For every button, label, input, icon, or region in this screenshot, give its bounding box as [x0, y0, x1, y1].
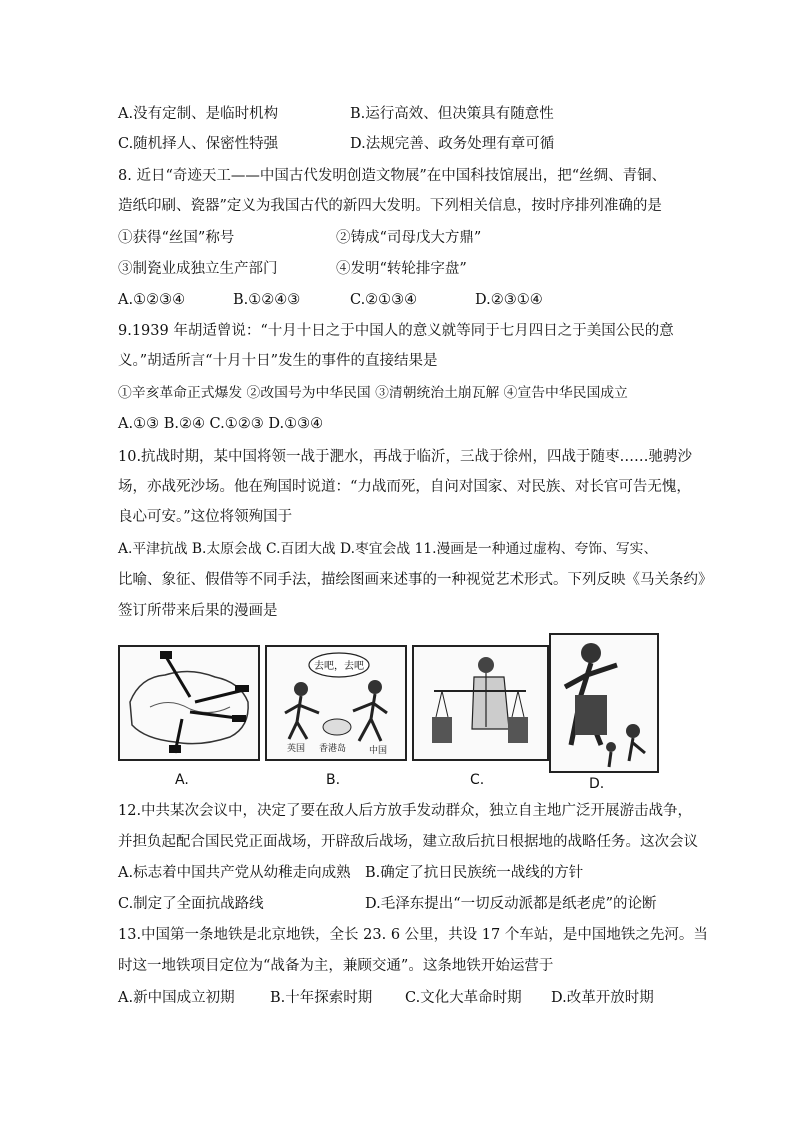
cartoon-b-figures-illustration: [267, 647, 405, 759]
q13-option-b: B.十年探索时期: [270, 990, 373, 1006]
q8-stem-line1: 8. 近日“奇迹天工——中国古代发明创造文物展”在中国科技馆展出，把“丝绸、青铜、: [118, 168, 667, 184]
q13-option-a: A.新中国成立初期: [118, 990, 235, 1006]
q8-item-1: ①获得“丝国”称号: [118, 230, 235, 246]
q12-option-d: D.毛泽东提出“一切反动派都是纸老虎”的论断: [365, 896, 657, 912]
q8-item-3: ③制瓷业成独立生产部门: [118, 261, 278, 277]
q7-option-b: B.运行高效、但决策具有随意性: [350, 106, 554, 122]
cartoon-b-label-center: 香港岛: [319, 744, 347, 754]
q11-stem-line3: 签订所带来后果的漫画是: [118, 603, 278, 619]
q13-option-d: D.改革开放时期: [551, 990, 654, 1006]
q8-item-4: ④发明“转轮排字盘”: [336, 261, 467, 277]
cartoon-b-speech-text: 去吧，去吧: [314, 661, 364, 672]
q8-option-b: B.①②④③: [233, 292, 301, 308]
cartoon-d-figures-illustration: [551, 635, 657, 771]
q9-items: ①辛亥革命正式爆发 ②改国号为中华民国 ③清朝统治土崩瓦解 ④宣告中华民国成立: [118, 385, 628, 401]
q11-stem-line2: 比喻、象征、假借等不同手法，描绘图画来述事的一种视觉艺术形式。下列反映《马关条约》: [118, 572, 713, 588]
q12-stem-line1: 12.中共某次会议中，决定了要在敌人后方放手发动群众，独立自主地广泛开展游击战争，: [118, 803, 693, 819]
q8-option-d: D.②③①④: [475, 292, 543, 308]
q10-options-q11-stem: A.平津抗战 B.太原会战 C.百团大战 D.枣宜会战 11.漫画是一种通过虚构、夸饰、写实、: [118, 541, 658, 557]
q8-option-c: C.②①③④: [350, 292, 418, 308]
cartoon-b-caption: B.: [326, 772, 341, 788]
q8-item-2: ②铸成“司母戊大方鼎”: [336, 230, 482, 246]
cartoon-d-caption: D.: [589, 776, 605, 792]
q7-option-a: A.没有定制、是临时机构: [118, 106, 279, 122]
cartoon-b-label-right: 中国: [369, 746, 388, 756]
q10-stem-line1: 10.抗战时期，某中国将领一战于淝水，再战于临沂，三战于徐州，四战于随枣……驰骋沙: [118, 449, 693, 465]
cartoon-c-caption: C.: [470, 772, 485, 788]
q9-stem-line1: 9.1939 年胡适曾说：“十月十日之于中国人的意义就等同于七月四日之于美国公民的意: [118, 323, 674, 339]
q8-option-a: A.①②③④: [118, 292, 186, 308]
q8-stem-line2: 造纸印刷、瓷器”定义为我国古代的新四大发明。下列相关信息，按时序排列准确的是: [118, 198, 662, 214]
cartoon-b-label-left: 英国: [287, 744, 306, 754]
q12-option-c: C.制定了全面抗战路线: [118, 896, 264, 912]
q13-stem-line2: 时这一地铁项目定位为“战备为主，兼顾交通”。这条地铁开始运营于: [118, 958, 554, 974]
cartoon-c: [412, 645, 549, 761]
cartoon-a-caption: A.: [175, 772, 189, 788]
q12-stem-line2: 并担负起配合国民党正面战场，开辟敌后战场，建立敌后抗日根据地的战略任务。这次会议: [118, 834, 698, 850]
q12-option-b: B.确定了抗日民族统一战线的方针: [365, 865, 584, 881]
cartoon-c-scale-illustration: [414, 647, 547, 759]
q13-option-c: C.文化大革命时期: [405, 990, 522, 1006]
cartoon-a: [118, 645, 260, 761]
q7-option-c: C.随机择人、保密性特强: [118, 136, 279, 152]
q10-stem-line2: 场，亦战死沙场。他在殉国时说道：“力战而死，自问对国家、对民族、对长官可告无愧，: [118, 479, 691, 495]
cartoon-d: [549, 633, 659, 773]
cartoon-b: [265, 645, 407, 761]
cartoon-a-map-illustration: [120, 647, 258, 759]
q7-option-d: D.法规完善、政务处理有章可循: [350, 136, 555, 152]
q9-stem-line2: 义。”胡适所言“十月十日”发生的事件的直接结果是: [118, 353, 438, 369]
q9-options: A.①③ B.②④ C.①②③ D.①③④: [118, 416, 324, 432]
q13-stem-line1: 13.中国第一条地铁是北京地铁，全长 23. 6 公里，共设 17 个车站，是中国地铁之先河。当: [118, 927, 708, 943]
q12-option-a: A.标志着中国共产党从幼稚走向成熟: [118, 865, 351, 881]
q10-stem-line3: 良心可安。”这位将领殉国于: [118, 509, 293, 525]
